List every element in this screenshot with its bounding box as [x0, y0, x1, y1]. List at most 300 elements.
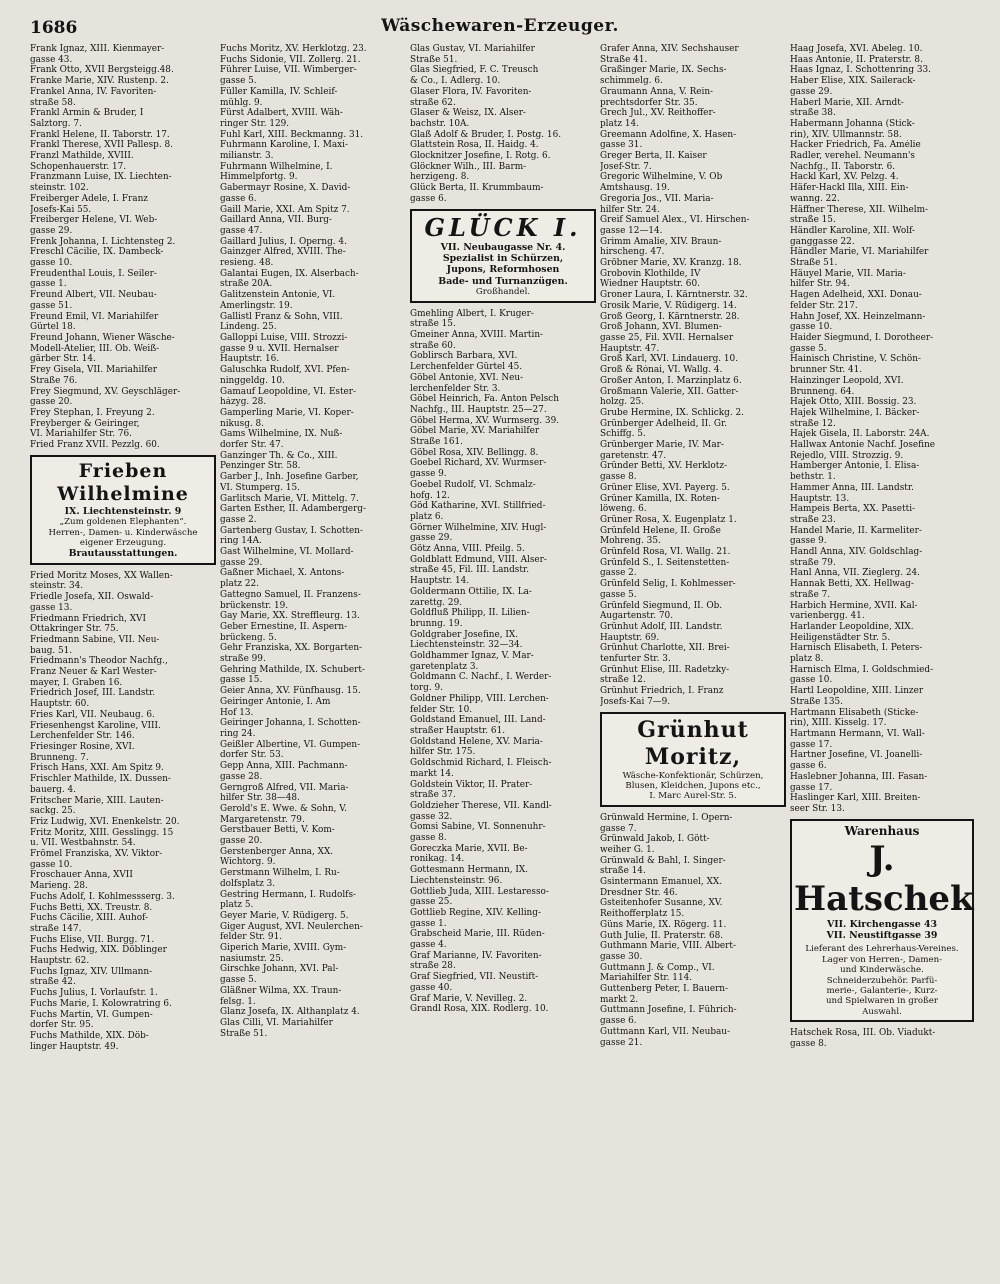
entry-line: Gaill Marie, XXI. Am Spitz 7.	[220, 204, 350, 215]
entry-list	[30, 44, 220, 451]
entry-line: Schiffg. 5.	[600, 429, 646, 440]
entry-line: Giperich Marie, XVIII. Gym-	[220, 943, 347, 954]
entry-line: Hammer Anna, III. Landstr.	[790, 482, 914, 493]
entry-line: Straße 51.	[790, 258, 838, 269]
ad-address: VII. Neustiftgasse 39	[826, 930, 938, 942]
entry-line: Glaser Flora, IV. Favoriten-	[410, 86, 532, 97]
entry-line: Franzl Mathilde, XVIII.	[30, 151, 134, 162]
entry-line: gasse 4.	[410, 940, 447, 951]
entry-line: torg. 9.	[410, 683, 443, 694]
entry-line: Freiberger Helene, VI. Web-	[30, 215, 158, 226]
ad-line: und Kinderwäsche.	[840, 965, 924, 976]
entry-line: gasse 6.	[410, 193, 447, 204]
entry-line: Grüner Kamilla, IX. Roten-	[600, 493, 720, 504]
entry-line: Goebel Richard, XV. Wurmser-	[410, 458, 547, 469]
column-4	[600, 44, 790, 1048]
entry-line: Hartmann Hermann, VI. Wall-	[790, 729, 925, 739]
entry-line: Straße 41.	[600, 54, 648, 65]
entry-line: Göbel Antonie, XVI. Neu-	[410, 372, 524, 383]
ad-line: Herren-, Damen- u. Kinderwäsche	[48, 527, 198, 538]
entry-line: Harbich Hermine, XVII. Kal-	[790, 600, 918, 611]
entry-line: Salztorg. 7.	[30, 118, 82, 129]
entry-line: Haberl Marie, XII. Arndt-	[790, 97, 904, 108]
entry-line: Amtshausg. 19.	[600, 183, 670, 194]
entry-line: gasse 9.	[790, 536, 827, 547]
entry-line: Lindeng. 25.	[220, 322, 277, 333]
entry-line: Gay Marie, XX. Streffleurg. 13.	[220, 611, 360, 622]
entry-line: gasse 7.	[600, 823, 637, 834]
entry-line: felsg. 1.	[220, 996, 256, 1007]
entry-line: wanng. 22.	[790, 193, 840, 204]
entry-line: gasse 30.	[600, 951, 643, 962]
entry-line: Ganzinger Th. & Co., XIII.	[220, 450, 338, 461]
entry-line: gasse 20.	[220, 836, 263, 847]
entry-line: gasse 17.	[790, 739, 833, 750]
entry-line: Haag Josefa, XVI. Abeleg. 10.	[790, 44, 923, 54]
entry-line: Fürst Adalbert, XVIII. Wäh-	[220, 108, 343, 119]
ad-topline: Warenhaus	[844, 823, 920, 838]
entry-list	[410, 44, 600, 205]
entry-line: straße 42.	[30, 977, 76, 988]
entry-line: Göbel Marie, XV. Mariahilfer	[410, 426, 540, 437]
entry-line: gasse 17.	[790, 782, 833, 793]
entry-line: Graf Siegfried, VII. Neustift-	[410, 972, 539, 983]
entry-line: Guttmann Karl, VII. Neubau-	[600, 1026, 731, 1037]
entry-line: dorfer Str. 95.	[30, 1020, 94, 1031]
entry-line: hilfer Str. 38—48.	[220, 793, 300, 804]
entry-line: Gams Wilhelmine, IX. Nuß-	[220, 429, 343, 440]
entry-line: Goldstand Helene, XV. Maria-	[410, 736, 543, 747]
entry-line: Franke Marie, XIV. Rustenp. 2.	[30, 76, 169, 87]
entry-line: straße 37.	[410, 790, 456, 801]
column-5	[790, 44, 980, 1050]
entry-line: straße 60.	[410, 340, 456, 351]
entry-line: Göbel Heinrich, Fa. Anton Pelsch	[410, 394, 559, 405]
entry-line: Fuchs Martin, VI. Gumpen-	[30, 1009, 153, 1020]
ad-address: IX. Liechtensteinstr. 9	[64, 505, 182, 517]
entry-line: Fuhrmann Karoline, I. Maxi-	[220, 140, 348, 151]
entry-line: Groner Laura, I. Kärntnerstr. 32.	[600, 290, 748, 301]
ad-tagline: Brautausstattungen.	[68, 548, 178, 560]
entry-line: straße 7.	[790, 589, 831, 600]
entry-line: Frisch Hans, XXI. Am Spitz 9.	[30, 763, 164, 774]
entry-line: gasse 6.	[220, 193, 257, 204]
entry-line: Fuchs Adolf, I. Kohlmessserg. 3.	[30, 891, 175, 902]
entry-line: rin), XIV. Ullmannstr. 58.	[790, 129, 902, 140]
entry-line: gärber Str. 14.	[30, 354, 96, 365]
entry-line: garetenstr. 47.	[600, 450, 667, 461]
entry-line: Mariahilfer Str. 114.	[600, 973, 693, 984]
entry-line: Gröbner Marie, XV. Kranzg. 18.	[600, 258, 742, 269]
entry-line: Garber J., Inh. Josefine Garber,	[220, 472, 359, 483]
entry-line: Grünwald Hermine, I. Opern-	[600, 812, 733, 823]
entry-line: Goldmann C. Nachf., I. Werder-	[410, 672, 552, 683]
entry-line: Haas Ignaz, I. Schottenring 33.	[790, 65, 931, 76]
entry-line: brückenstr. 19.	[220, 600, 289, 611]
entry-line: gasse 5.	[220, 975, 257, 986]
entry-line: gasse 12—14.	[600, 225, 663, 236]
entry-line: brunng. 19.	[410, 618, 463, 629]
entry-line: Radler, verehel. Neumann's	[790, 151, 915, 162]
entry-line: Straße 51.	[410, 54, 458, 65]
entry-line: gasse 10.	[790, 675, 833, 686]
ad-line: Jupons, Reformhosen	[446, 264, 560, 276]
entry-line: hirscheng. 47.	[600, 247, 665, 258]
entry-line: Josefs-Kai 55.	[30, 204, 92, 215]
entry-line: straße 15.	[790, 215, 836, 226]
entry-line: Heiligenstädter Str. 5.	[790, 632, 891, 643]
entry-line: Fried Moritz Moses, XX Wallen-	[30, 570, 173, 581]
entry-line: Glöckner Wilh., III. Barm-	[410, 161, 527, 172]
entry-line: gasse 8.	[410, 833, 447, 844]
entry-line: Girschke Johann, XVI. Pal-	[220, 964, 339, 975]
entry-line: Hackl Karl, XV. Pelzg. 4.	[790, 172, 899, 183]
entry-line: gasse 10.	[30, 859, 73, 870]
entry-line: gasse 25, Fil. XVII. Hernalser	[600, 332, 734, 343]
entry-line: Großer Anton, I. Marzinplatz 6.	[600, 375, 742, 386]
entry-line: Lerchenfelder Gürtel 45.	[410, 362, 523, 373]
entry-line: Guth Julie, II. Praterstr. 68.	[600, 930, 724, 941]
entry-line: Dresdner Str. 46.	[600, 887, 678, 898]
entry-line: Guthmann Marie, VIII. Albert-	[600, 941, 736, 952]
entry-line: Freyberger & Geiringer,	[30, 418, 140, 429]
entry-line: brunner Str. 41.	[790, 365, 863, 376]
entry-line: gasse 5.	[790, 343, 827, 354]
entry-line: Fuhrmann Wilhelmine, I.	[220, 161, 333, 172]
entry-line: Goreczka Marie, XVII. Be-	[410, 843, 528, 854]
entry-line: platz 6.	[410, 511, 444, 522]
entry-line: Wiedner Hauptstr. 60.	[600, 279, 700, 290]
entry-line: straße 14.	[600, 866, 646, 877]
entry-line: Grünberger Marie, IV. Mar-	[600, 440, 724, 451]
entry-line: Augartenstr. 70.	[600, 611, 674, 622]
entry-line: herzigeng. 8.	[410, 172, 470, 183]
entry-line: ringer Str. 129.	[220, 118, 290, 129]
entry-line: weiher G. 1.	[600, 844, 655, 855]
entry-line: Hallwax Antonie Nachf. Josefine	[790, 440, 936, 451]
entry-line: Frey Gisela, VII. Mariahilfer	[30, 365, 157, 376]
entry-line: Gomsi Sabine, VI. Sonnenuhr-	[410, 822, 546, 833]
entry-line: platz 8.	[790, 654, 824, 665]
column-3	[410, 44, 600, 1015]
page-number: 1686	[30, 18, 78, 38]
entry-line: bachstr. 10A.	[410, 118, 470, 129]
entry-line: Fried Franz XVII. Pezzlg. 60.	[30, 440, 160, 451]
entry-line: felder Str. 10.	[410, 704, 473, 715]
entry-line: dorfer Str. 53.	[220, 750, 284, 761]
entry-line: seer Str. 13.	[790, 803, 845, 814]
entry-line: Grimm Amalie, XIV. Braun-	[600, 236, 722, 247]
entry-line: Gottlieb Juda, XIII. Lestaresso-	[410, 886, 549, 897]
entry-line: gasse 8.	[790, 1038, 827, 1049]
ad-line: Schneiderzubehör. Parfü-	[826, 975, 938, 986]
entry-line: Margaretenstr. 79.	[220, 814, 305, 825]
entry-line: Grünhut Friedrich, I. Franz	[600, 686, 724, 697]
entry-line: Gerold's E. Wwe. & Sohn, V.	[220, 803, 347, 814]
entry-line: Goldner Philipp, VIII. Lerchen-	[410, 693, 549, 704]
entry-line: Freschl Cäcilie, IX. Dambeck-	[30, 247, 164, 258]
entry-line: gasse 6.	[600, 1016, 637, 1027]
entry-line: platz 5.	[220, 900, 254, 911]
entry-line: gasse 29.	[30, 225, 73, 236]
entry-line: Liechtensteinstr. 32—34.	[410, 640, 523, 651]
entry-line: baug. 51.	[30, 645, 73, 656]
entry-line: resieng. 48.	[220, 258, 274, 269]
advertisement-gruenhut	[600, 712, 786, 807]
entry-line: Gerstenberger Anna, XX.	[220, 846, 334, 857]
entry-line: Hauptstr. 16.	[220, 354, 280, 365]
entry-line: Hacker Friedrich, Fa. Amélie	[790, 140, 921, 151]
entry-line: Hatschek Rosa, III. Ob. Viadukt-	[790, 1028, 936, 1039]
entry-line: Gürtel 18.	[30, 322, 76, 333]
entry-line: Goldzieher Therese, VII. Kandl-	[410, 800, 552, 811]
ad-tagline: Großhandel.	[475, 287, 531, 298]
entry-line: Fritz Moritz, XIII. Gesslingg. 15	[30, 827, 174, 838]
entry-line: gasse 2.	[600, 568, 637, 579]
entry-line: u. VII. Westbahnstr. 54.	[30, 838, 136, 849]
entry-line: Hainisch Christine, V. Schön-	[790, 354, 921, 365]
entry-line: Frankl Armin & Bruder, I	[30, 108, 144, 119]
entry-line: Graumann Anna, V. Rein-	[600, 86, 714, 97]
entry-line: Galuschka Rudolf, XVI. Pfen-	[220, 365, 350, 376]
entry-line: Straße 76.	[30, 375, 78, 386]
entry-line: Freudenthal Louis, I. Seiler-	[30, 268, 157, 279]
entry-line: Graf Marie, V. Nevilleg. 2.	[410, 993, 528, 1004]
entry-list	[790, 44, 980, 815]
entry-line: hofg. 12.	[410, 490, 450, 501]
entry-line: gasse 47.	[220, 225, 263, 236]
entry-line: gasse 1.	[30, 279, 67, 290]
entry-line: Goldgraber Josefine, IX.	[410, 629, 519, 640]
entry-line: rin), XIII. Kisselg. 17.	[790, 718, 887, 729]
entry-line: straße 28.	[410, 961, 456, 972]
entry-line: Glas Gustav, VI. Mariahilfer	[410, 44, 535, 54]
entry-line: Fuchs Ignaz, XIV. Ullmann-	[30, 966, 153, 977]
entry-line: straße 62.	[410, 97, 456, 108]
entry-line: gasse 31.	[600, 140, 643, 151]
entry-line: straße 38.	[790, 108, 836, 119]
entry-line: Marieng. 28.	[30, 881, 88, 892]
entry-line: felder Str. 217.	[790, 300, 858, 311]
ad-line: Lieferant des Lehrerhaus-Vereines.	[805, 944, 959, 955]
entry-line: Garlitsch Marie, VI. Mittelg. 7.	[220, 493, 359, 504]
entry-line: gasse 10.	[30, 258, 73, 269]
entry-line: Görner Wilhelmine, XIV. Hugl-	[410, 522, 547, 533]
entry-list	[600, 44, 790, 708]
entry-line: gasse 2.	[220, 514, 257, 525]
entry-line: Haider Siegmund, I. Dorotheer-	[790, 332, 934, 343]
entry-line: Guttmann Josefine, I. Führich-	[600, 1005, 737, 1016]
entry-line: Göbel Rosa, XIV. Bellingg. 8.	[410, 447, 539, 458]
advertisement-frieben	[30, 455, 216, 565]
entry-line: Habermann Johanna (Stick-	[790, 118, 915, 129]
entry-line: Hartmann Elisabeth (Sticke-	[790, 707, 919, 718]
entry-line: VI. Mariahilfer Str. 76.	[30, 429, 132, 440]
entry-line: VI. Stumperg. 15.	[220, 482, 300, 493]
entry-line: Goldhammer Ignaz, V. Mar-	[410, 651, 534, 662]
entry-line: zarettg. 29.	[410, 597, 463, 608]
entry-line: Grünwald & Bahl, I. Singer-	[600, 855, 726, 866]
ad-line: merie-, Galanterie-, Kurz-	[826, 986, 938, 997]
entry-line: Harlander Leopoldine, XIX.	[790, 621, 914, 632]
entry-line: platz 22.	[220, 579, 259, 590]
entry-line: Hainzinger Leopold, XVI.	[790, 375, 904, 386]
entry-line: Goldblatt Edmund, VIII. Alser-	[410, 554, 547, 565]
entry-line: gasse 40.	[410, 982, 453, 993]
entry-line: Grünhut Charlotte, XII. Brei-	[600, 643, 730, 654]
entry-line: gasse 13.	[30, 602, 73, 613]
entry-line: Gamauf Leopoldine, VI. Ester-	[220, 386, 357, 397]
entry-line: Josefs-Kai 7—9.	[600, 696, 671, 707]
ad-line: Auswahl.	[862, 1006, 902, 1017]
entry-line: Göd Katharine, XVI. Stillfried-	[410, 501, 546, 512]
entry-line: Gartenberg Gustav, I. Schotten-	[220, 525, 364, 536]
entry-line: hilfer Str. 24.	[600, 204, 660, 215]
entry-line: Handel Marie, II. Karmeliter-	[790, 525, 922, 536]
entry-line: gasse 1.	[410, 918, 447, 929]
entry-line: schimmelg. 6.	[600, 76, 663, 87]
entry-line: Gerstbauer Betti, V. Kom-	[220, 825, 335, 836]
entry-line: gasse 15.	[220, 675, 263, 686]
entry-line: Reithofferplatz 15.	[600, 909, 685, 920]
entry-line: Gehr Franziska, XX. Borgarten-	[220, 643, 363, 654]
entry-line: Geißler Albertine, VI. Gumpen-	[220, 739, 361, 750]
ad-company-name: GLÜCK I.	[424, 212, 582, 242]
ad-line: Lager von Herren-, Damen-	[821, 954, 943, 965]
entry-line: Mohreng. 35.	[600, 536, 661, 547]
entry-line: Hahn Josef, XX. Heinzelmann-	[790, 311, 926, 322]
entry-line: Gmehling Albert, I. Kruger-	[410, 308, 534, 319]
ad-company-name: Frieben Wilhelmine	[57, 459, 189, 505]
entry-line: Grube Hermine, IX. Schlickg. 2.	[600, 407, 744, 418]
entry-line: gasse 9.	[410, 469, 447, 480]
entry-list	[410, 309, 600, 1015]
entry-line: Grüner Elise, XVI. Payerg. 5.	[600, 482, 730, 493]
entry-line: Fuchs Julius, I. Vorlaufstr. 1.	[30, 988, 158, 999]
entry-line: Frömel Franziska, XV. Viktor-	[30, 849, 163, 860]
ad-address: VII. Kirchengasse 43	[827, 918, 937, 930]
entry-line: Fuchs Mathilde, XIX. Döb-	[30, 1030, 149, 1041]
entry-line: Haslebner Johanna, III. Fasan-	[790, 771, 928, 782]
entry-line: gasse 43.	[30, 54, 73, 65]
entry-line: Grünfeld Selig, I. Kohlmesser-	[600, 579, 736, 590]
entry-line: Gaßner Michael, X. Antons-	[220, 568, 345, 579]
entry-line: Hauptstr. 69.	[600, 632, 660, 643]
entry-line: ring 24.	[220, 729, 256, 739]
entry-line: Frenk Johanna, I. Lichtensteg 2.	[30, 236, 176, 247]
entry-line: Glas Siegfried, F. C. Treusch	[410, 65, 539, 76]
entry-line: Hartl Leopoldine, XIII. Linzer	[790, 686, 924, 697]
entry-line: Gsintermann Emanuel, XX.	[600, 877, 723, 888]
entry-line: Grech Jul., XV. Reithoffer-	[600, 108, 716, 119]
entry-line: prechtsdorfer Str. 35.	[600, 97, 698, 108]
entry-line: Grünfeld Helene, II. Große	[600, 525, 721, 536]
entry-line: Hajek Gisela, II. Laborstr. 24A.	[790, 429, 930, 440]
entry-line: Galantai Eugen, IX. Alserbach-	[220, 268, 359, 279]
entry-line: Franz Neuer & Karl Wester-	[30, 667, 157, 678]
entry-line: Hauptstr. 60.	[30, 699, 90, 710]
entry-line: straße 23.	[790, 514, 836, 525]
entry-line: Fuchs Cäcilie, XIII. Auhof-	[30, 913, 149, 924]
entry-line: Straße 135.	[790, 696, 843, 707]
ad-note: „Zum goldenen Elephanten“.	[59, 517, 187, 528]
entry-line: Groß Johann, XVI. Blumen-	[600, 322, 722, 333]
entry-line: Hauptstr. 47.	[600, 343, 660, 354]
entry-line: Geiringer Johanna, I. Schotten-	[220, 718, 361, 729]
ad-address: VII. Neubaugasse Nr. 4.	[440, 241, 566, 253]
entry-line: Frank Otto, XVII Bergsteigg.48.	[30, 65, 174, 76]
entry-line: Grünfeld Siegmund, II. Ob.	[600, 600, 723, 611]
entry-line: Führer Luise, VII. Wimberger-	[220, 65, 357, 76]
entry-line: garetenplatz 3.	[410, 661, 479, 672]
entry-line: Gepp Anna, XIII. Pachmann-	[220, 761, 348, 772]
entry-line: Frankl Helene, II. Taborstr. 17.	[30, 129, 170, 140]
entry-line: lerchenfelder Str. 3.	[410, 383, 501, 394]
entry-line: Giger August, XVI. Neulerchen-	[220, 921, 363, 932]
entry-line: gasse 29.	[220, 557, 263, 568]
entry-line: Fuchs Betti, XX. Treustr. 8.	[30, 902, 153, 913]
entry-line: brückeng. 5.	[220, 632, 277, 643]
entry-line: Fuhl Karl, XIII. Beckmanng. 31.	[220, 129, 364, 140]
entry-line: Rejedlo, VIII. Strozzig. 9.	[790, 450, 904, 461]
entry-line: Groß Georg, I. Kärntnerstr. 28.	[600, 311, 740, 322]
entry-line: Glaß Adolf & Bruder, I. Postg. 16.	[410, 129, 562, 140]
column-2	[220, 44, 410, 1039]
entry-list	[30, 571, 220, 1053]
entry-line: Haslinger Karl, XIII. Breiten-	[790, 793, 921, 804]
entry-line: Nachfg., III. Hauptstr. 25—27.	[410, 404, 547, 415]
entry-line: Glocknitzer Josefine, I. Rotg. 6.	[410, 151, 551, 162]
entry-line: Gregoric Wilhelmine, V. Ob	[600, 172, 723, 183]
entry-line: dolfsplatz 3.	[220, 878, 276, 889]
entry-line: steinstr. 34.	[30, 581, 84, 592]
entry-line: Graf Marianne, IV. Favoriten-	[410, 950, 542, 961]
entry-line: straßer Hauptstr. 61.	[410, 726, 506, 736]
entry-line: Fuchs Moritz, XV. Herklotzg. 23.	[220, 44, 367, 54]
entry-line: gasse 32.	[410, 811, 453, 822]
entry-line: bethstr. 1.	[790, 472, 836, 483]
entry-line: Hauptstr. 62.	[30, 956, 90, 967]
entry-line: nasiumstr. 25.	[220, 953, 284, 964]
entry-line: Froschauer Anna, XVII	[30, 870, 133, 881]
entry-line: Hartner Josefine, VI. Joanelli-	[790, 750, 923, 761]
entry-line: Greif Samuel Alex., VI. Hirschen-	[600, 215, 750, 226]
entry-line: Franzmann Luise, IX. Liechten-	[30, 172, 172, 183]
ad-company-name: Grünhut Moritz,	[637, 716, 749, 770]
entry-line: Friedmann's Theodor Nachfg.,	[30, 656, 168, 667]
ad-line: Blusen, Kleidchen, Jupons etc.,	[625, 781, 761, 791]
entry-line: gasse 28.	[220, 771, 263, 782]
entry-line: Penzinger Str. 58.	[220, 461, 301, 472]
entry-line: Brunneng. 7.	[30, 752, 89, 763]
entry-line: Graßinger Marie, IX. Sechs-	[600, 65, 727, 76]
entry-line: Gainzger Alfred, XVIII. The-	[220, 247, 346, 258]
entry-line: varienbergg. 41.	[790, 611, 865, 622]
entry-line: Grüner Rosa, X. Eugenplatz 1.	[600, 514, 737, 525]
entry-line: Frank Ignaz, XIII. Kienmayer-	[30, 44, 165, 54]
entry-line: Grandl Rosa, XIX. Rodlerg. 10.	[410, 1004, 549, 1015]
entry-line: Freund Emil, VI. Mariahilfer	[30, 311, 159, 322]
entry-line: tenfurter Str. 3.	[600, 654, 671, 665]
entry-line: Groß & Rónai, VI. Wallg. 4.	[600, 365, 723, 376]
entry-line: Gestring Hermann, I. Rudolfs-	[220, 889, 357, 900]
entry-line: sackg. 25.	[30, 806, 76, 817]
entry-line: Götz Anna, VIII. Pfeilg. 5.	[410, 544, 525, 555]
entry-line: Frey Siegmund, XV. Geyschläger-	[30, 386, 181, 397]
ad-line: Spezialist in Schürzen,	[442, 252, 564, 264]
entry-line: Handl Anna, XIV. Goldschlag-	[790, 547, 923, 558]
entry-line: Josef-Str. 7.	[600, 161, 652, 172]
